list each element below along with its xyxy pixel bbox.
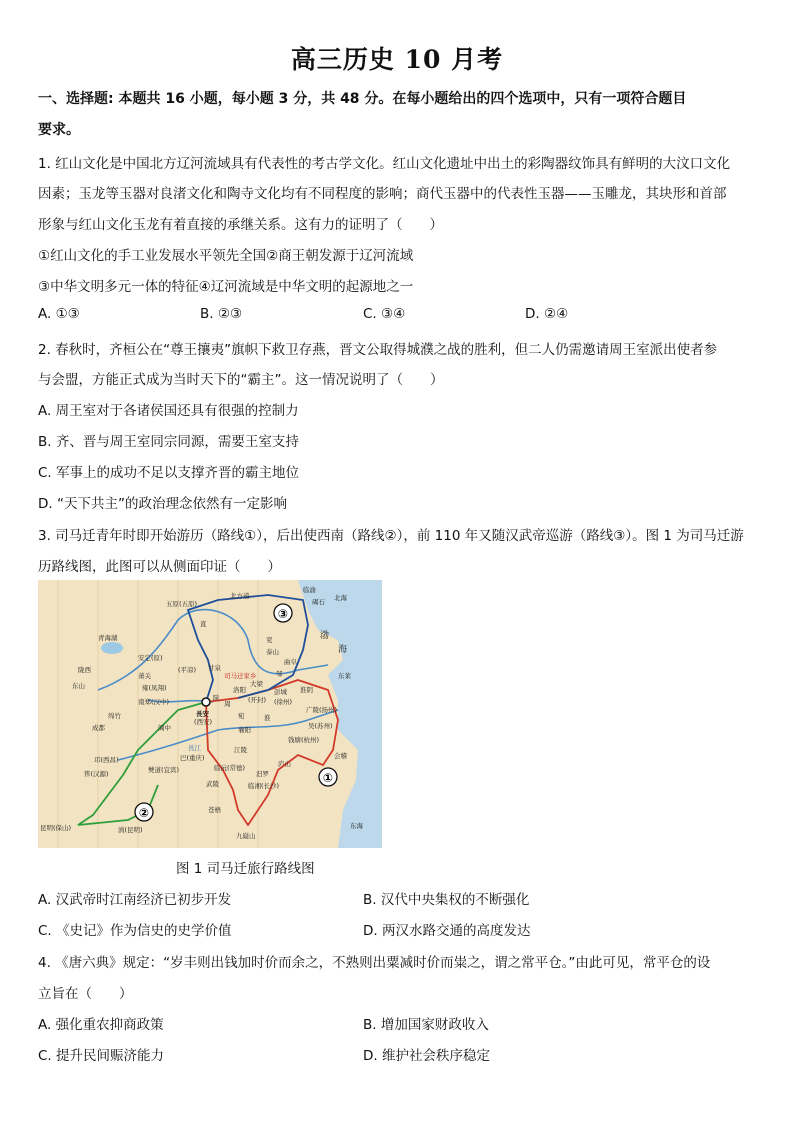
map-label: 阆中 <box>158 724 171 732</box>
q2-stem-line-1: 2. 春秋时，齐桓公在“尊王攘夷”旗帜下救卫存燕，晋文公取得城濮之战的胜利，但二人仍需邀请周王室派出使者参 <box>38 342 718 358</box>
map-label: 彭城 <box>274 688 287 696</box>
map-label: 渤 <box>320 631 330 641</box>
route-mark-1 <box>319 768 337 786</box>
q4-option-c[interactable]: C. 提升民间赈济能力 <box>38 1048 165 1064</box>
q1-option-a[interactable]: A. ①③ <box>38 306 80 322</box>
map-label: 江陵 <box>234 746 247 754</box>
map-label: 会稽 <box>334 752 347 760</box>
route-mark-3-label: ③ <box>277 607 289 621</box>
map-label: 陕 <box>213 694 220 702</box>
map-label: 大梁 <box>250 680 263 688</box>
map-label: 淮阴 <box>300 686 313 694</box>
q3-option-b[interactable]: B. 汉代中央集权的不断强化 <box>363 892 530 908</box>
route-mark-3 <box>274 604 292 622</box>
map-label: 海 <box>338 645 348 655</box>
q2-stem-line-2: 与会盟，方能正式成为当时天下的“霸主”。这一情况说明了（ ） <box>38 372 444 388</box>
map-label: 甘泉 <box>208 664 221 672</box>
map-label: 钱塘(杭州) <box>288 736 320 744</box>
map-label: 邹 <box>276 670 283 678</box>
qinghai-lake <box>101 642 123 654</box>
map-label: 东山 <box>72 682 85 690</box>
map-label: 直 <box>200 620 207 628</box>
q1-option-d[interactable]: D. ②④ <box>525 306 569 322</box>
map-label: 司马迁家乡 <box>224 672 257 680</box>
q3-option-d[interactable]: D. 两汉水路交通的高度发达 <box>363 923 531 939</box>
map-label: 五原(五原) <box>166 600 198 608</box>
map-label: 周 <box>224 700 231 708</box>
q4-option-d[interactable]: D. 维护社会秩序稳定 <box>363 1048 490 1064</box>
q3-stem-line-2: 历路线图，此图可以从侧面印证（ ） <box>38 559 281 575</box>
map-label: 襄阳 <box>238 726 251 734</box>
changan-marker <box>202 698 210 706</box>
map-label: 洛阳 <box>233 686 246 694</box>
map-label: 長安 <box>196 710 209 718</box>
route-mark-1-label: ① <box>322 771 334 785</box>
figure-caption: 图 1 司马迁旅行路线图 <box>176 861 315 877</box>
map-label: 南郑(汉中) <box>138 698 170 706</box>
q3-option-c[interactable]: C. 《史记》作为信史的史学价值 <box>38 923 232 939</box>
map-label: (平凉) <box>178 666 197 674</box>
map-label: 北方道 <box>230 592 250 600</box>
map-label: 东海 <box>350 822 363 830</box>
q1-stem-line-3: 形象与红山文化玉龙有着直接的承继关系。这有力的证明了（ ） <box>38 217 443 233</box>
q4-stem-line-1: 4. 《唐六典》规定：“岁丰则出钱加时价而余之，不熟则出粟减时价而粜之，谓之常平仓。”由此可见，常平仓的设 <box>38 955 711 971</box>
sima-qian-route-map <box>38 580 382 848</box>
q1-statement-1: ①红山文化的手工业发展水平领先全国②商王朝发源于辽河流域 <box>38 248 414 264</box>
q1-option-b[interactable]: B. ②③ <box>200 306 243 322</box>
q1-stem-line-1: 1. 红山文化是中国北方辽河流域具有代表性的考古学文化。红山文化遗址中出土的彩陶器纹饰具有鲜明的大汶口文化 <box>38 156 731 172</box>
q3-stem-line-1: 3. 司马迁青年时即开始游历（路线①），后出使西南（路线②），前 110 年又随汉武帝巡游（路线③）。图 1 为司马迁游 <box>38 528 744 544</box>
map-label: 苍梧 <box>208 806 221 814</box>
map-label: (开封) <box>248 696 267 704</box>
q1-statement-2: ③中华文明多元一体的特征④辽河流域是中华文明的起源地之一 <box>38 279 414 295</box>
map-label: 昆明(保山) <box>40 824 72 832</box>
map-label: 滇(昆明) <box>118 826 143 834</box>
map-label: 泰山 <box>266 648 279 656</box>
q4-option-b[interactable]: B. 增加国家财政收入 <box>363 1017 489 1033</box>
map-label: 青海湖 <box>98 634 118 642</box>
section-instructions-line-2: 要求。 <box>38 122 80 138</box>
section-instructions-line-1: 一、选择题: 本题共 16 小题，每小题 3 分，共 48 分。在每小题给出的四个选项中，只有一项符合题目 <box>38 91 687 107</box>
map-label: 九嶷山 <box>236 832 256 840</box>
q1-stem-line-2: 因素；玉龙等玉器对良渚文化和陶寺文化均有不同程度的影响；商代玉器中的代表性玉器——玉雕龙，其块形和首部 <box>38 186 727 202</box>
map-label: 汨罗 <box>256 770 269 778</box>
map-label: 东莱 <box>338 672 351 680</box>
q2-option-d[interactable]: D. “天下共主”的政治理念依然有一定影响 <box>38 496 287 512</box>
map-label: 北海 <box>334 594 347 602</box>
map-label: 曲阜 <box>284 658 297 666</box>
map-label: 武陵 <box>206 780 219 788</box>
map-label: 绵竹 <box>108 712 121 720</box>
map-label: 宛 <box>238 712 245 720</box>
q2-option-a[interactable]: A. 周王室对于各诸侯国还具有很强的控制力 <box>38 403 299 419</box>
map-label: 临渝 <box>303 586 316 594</box>
map-label: 临湘(长沙) <box>248 782 280 790</box>
map-label: (徐州) <box>274 698 293 706</box>
map-label: 陇西 <box>78 666 91 674</box>
q2-option-b[interactable]: B. 齐、晋与周王室同宗同源，需要王室支持 <box>38 434 299 450</box>
map-label: (西安) <box>194 718 213 726</box>
route-mark-2 <box>135 803 153 821</box>
map-label: 成都 <box>92 724 105 732</box>
map-label: 兖 <box>266 636 273 644</box>
route-mark-2-label: ② <box>138 806 150 820</box>
map-label: 安定(原) <box>138 654 163 662</box>
map-label: 長江 <box>188 744 201 752</box>
map-label: 僰道(宜宾) <box>148 766 180 774</box>
map-label: 邛(西昌) <box>94 756 119 764</box>
map-label: 萧关 <box>138 672 151 680</box>
map-label: 筰(汉源) <box>84 770 109 778</box>
q3-option-a[interactable]: A. 汉武帝时江南经济已初步开发 <box>38 892 232 908</box>
q4-stem-line-2: 立旨在（ ） <box>38 986 133 1002</box>
map-label: 吴(苏州) <box>308 722 333 730</box>
map-label: 碣石 <box>312 598 325 606</box>
q2-option-c[interactable]: C. 军事上的成功不足以支撑齐晋的霸主地位 <box>38 465 300 481</box>
q4-option-a[interactable]: A. 强化重农抑商政策 <box>38 1017 164 1033</box>
map-label: 淮 <box>264 714 271 722</box>
page-title: 高三历史 10 月考 <box>290 45 504 74</box>
q1-option-c[interactable]: C. ③④ <box>363 306 406 322</box>
map-label: 临沅(常德) <box>214 764 246 772</box>
map-label: 广陵(扬州) <box>306 706 338 714</box>
map-label: 雍(凤翔) <box>142 684 167 692</box>
map-label: 巴(重庆) <box>180 754 205 762</box>
map-label: 庐山 <box>278 760 291 768</box>
